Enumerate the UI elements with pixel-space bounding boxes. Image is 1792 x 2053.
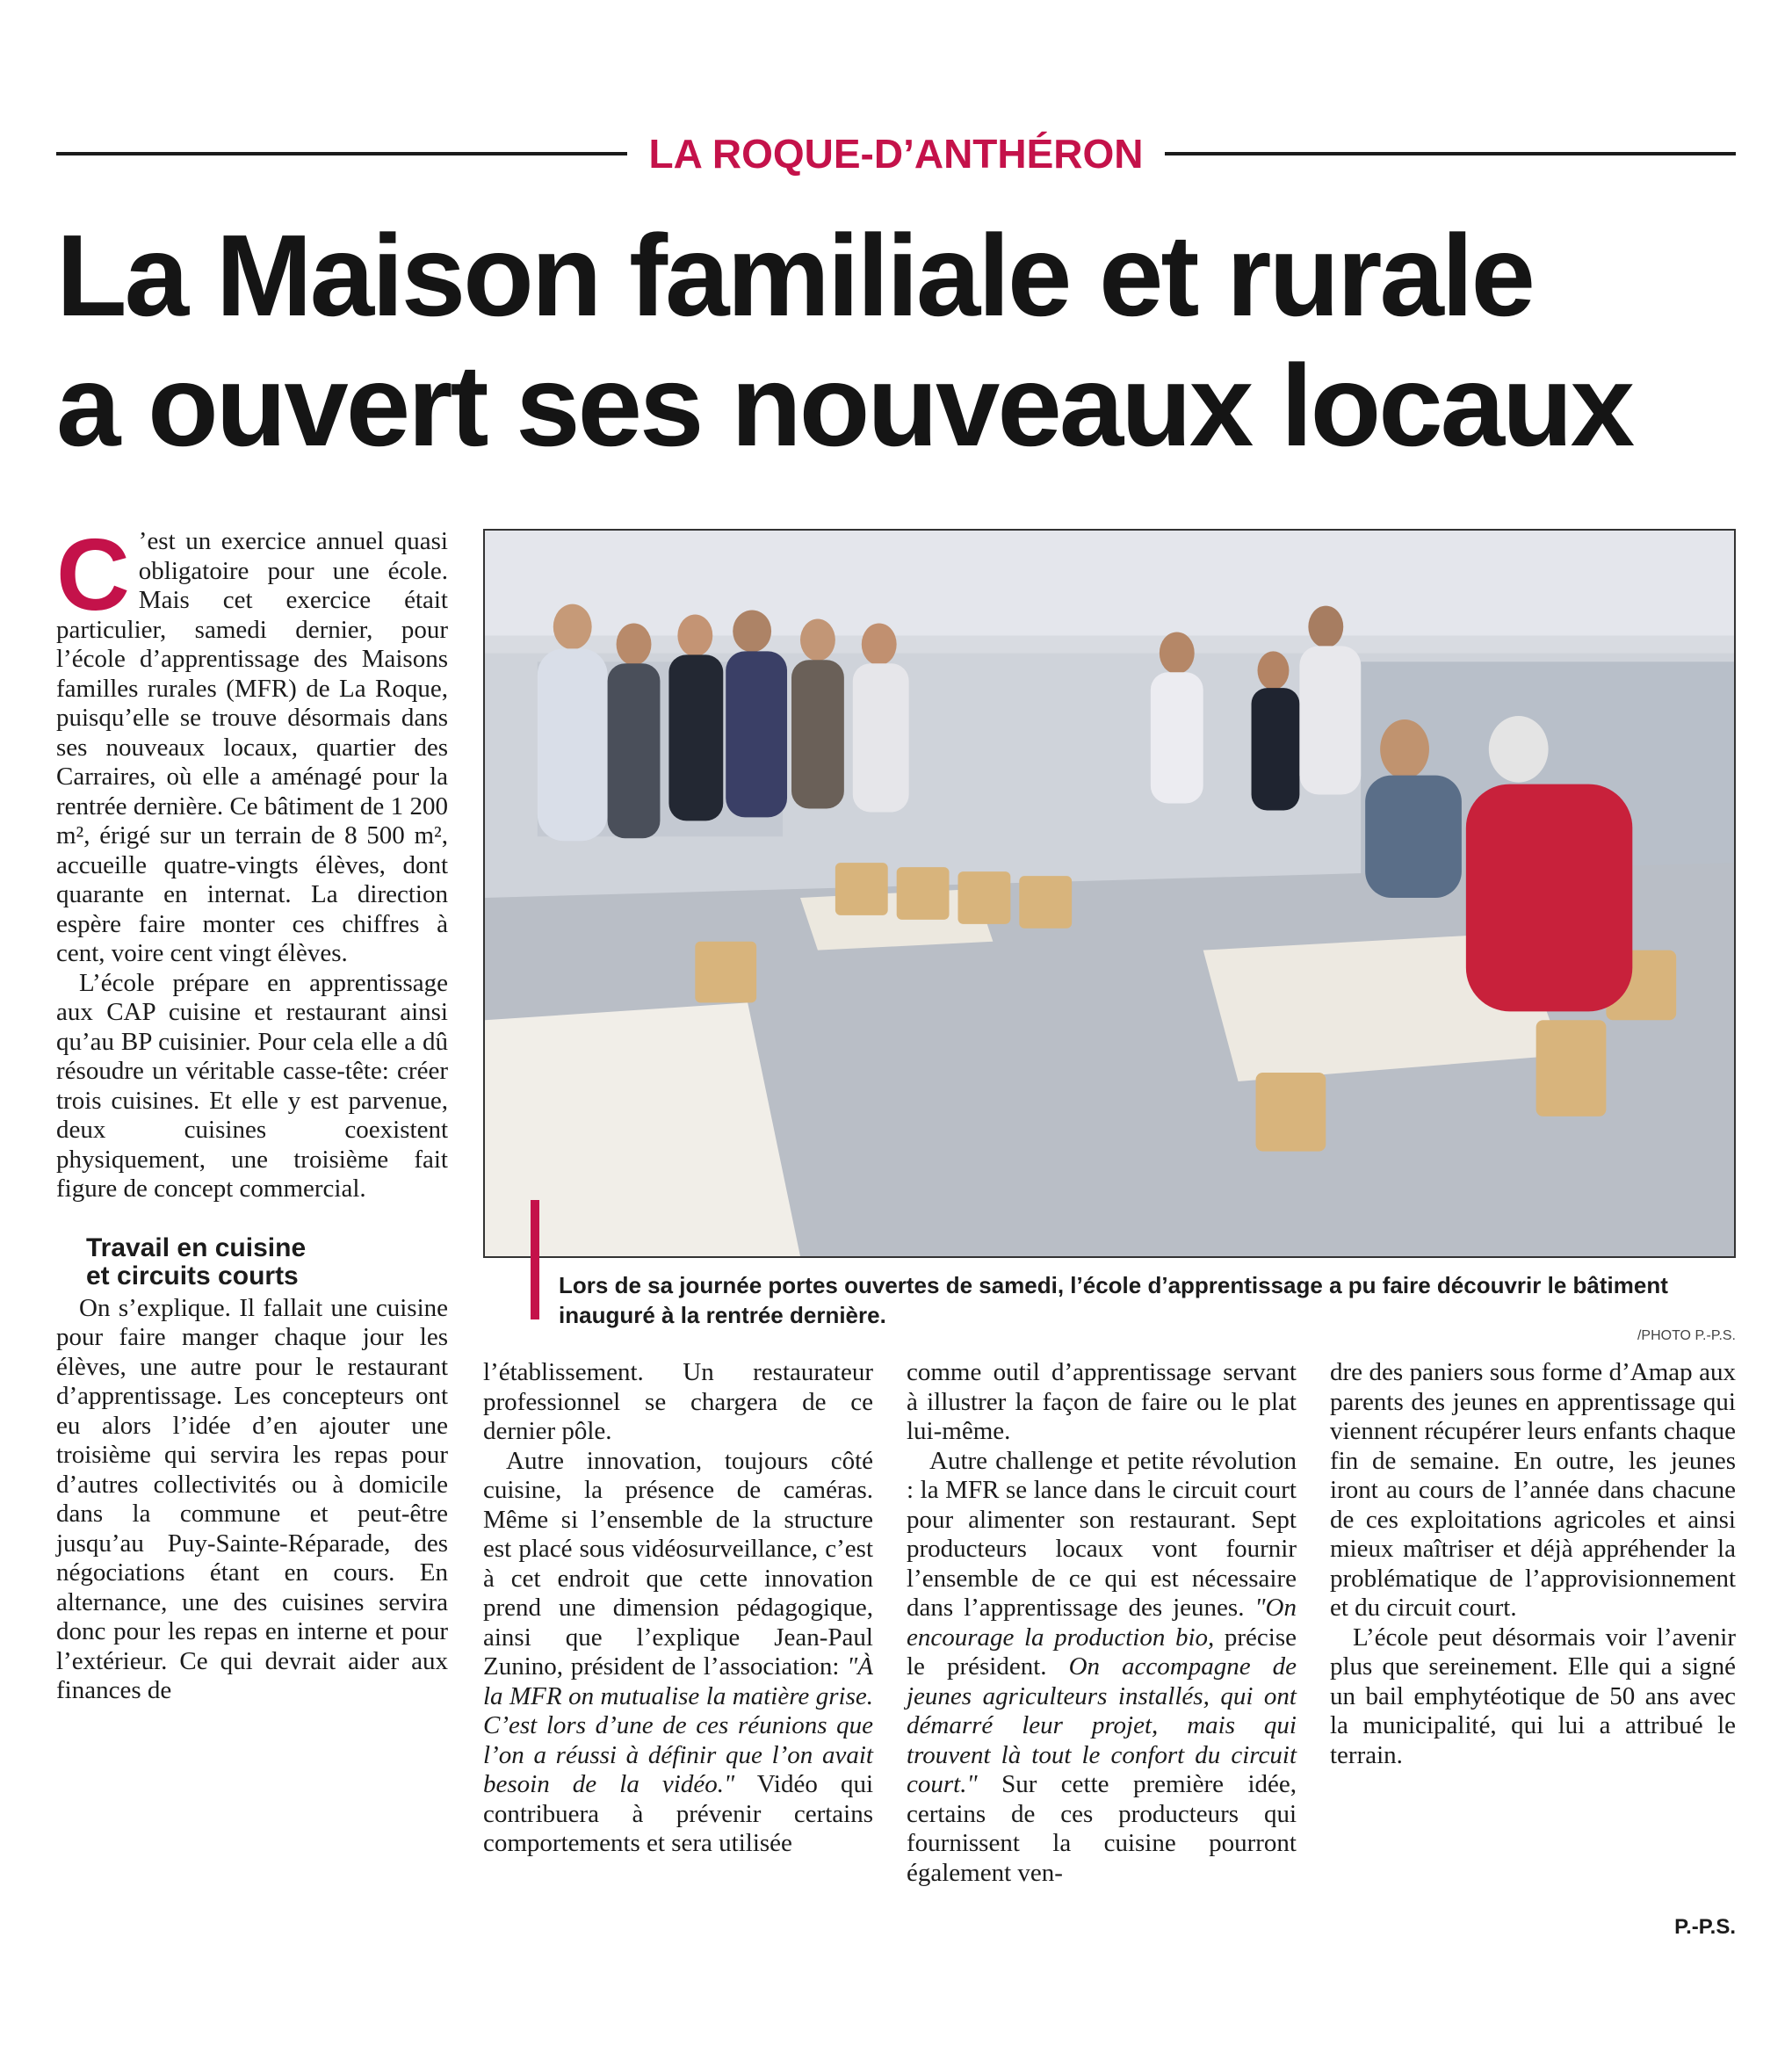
quote: "À la MFR on mutualise la matière grise. C’est lors d’une de ces réunions que l’on a réussi à définir que l’on avait besoin de la vidéo." bbox=[483, 1652, 873, 1798]
article-headline bbox=[56, 211, 1736, 471]
quote: On accompagne de jeunes agriculteurs installés, qui ont démarré leur projet, mais qui trouvent là tout le confort du circuit court." bbox=[907, 1652, 1297, 1798]
author-signature: P.-P.S. bbox=[1674, 1915, 1736, 1939]
article-photo bbox=[483, 529, 1736, 1258]
text-run: précise le président. bbox=[907, 1623, 1297, 1681]
text-run: Autre challenge et petite révolution : la MFR se lance dans le circuit court pour alimenter son restaurant. Sept producteurs locaux vont fournir l’ensemble de ce qui est nécessaire dans l’apprentissage des jeunes. bbox=[907, 1446, 1297, 1622]
section-kicker: LA ROQUE-D’ANTHÉRON bbox=[648, 131, 1144, 177]
quote: "On encourage la production bio, bbox=[907, 1594, 1297, 1652]
paragraph: dre des paniers sous forme d’Amap aux parents des jeunes en apprentissage qui viennent récupérer leurs enfants chaque fin de semaine. En outre, les jeunes iront au cours de l’année dans chacune de ces exploitations agricoles et ainsi mieux maîtriser et déjà appréhender la problématique de l’approvisionnement et du circuit court. bbox=[1330, 1358, 1736, 1622]
kicker-rule-left bbox=[56, 152, 627, 155]
photo-credit: /PHOTO P.-P.S. bbox=[1637, 1328, 1736, 1343]
paragraph: comme outil d’apprentissage servant à illustrer la façon de faire ou le plat lui-même. bbox=[907, 1358, 1297, 1445]
dining-room-photo bbox=[485, 531, 1734, 1256]
paragraph: L’école peut désormais voir l’avenir plus que sereinement. Elle qui a signé un bail emphytéotique de 50 ans avec la municipalité, qui lui a attribué le terrain. bbox=[1330, 1623, 1736, 1769]
headline-line-1: La Maison familiale et rurale bbox=[56, 211, 1533, 340]
article-column-3 bbox=[907, 1358, 1297, 1888]
paragraph: l’établissement. Un restaurateur professionnel se chargera de ce dernier pôle. bbox=[483, 1358, 873, 1445]
article-column-4 bbox=[1330, 1358, 1736, 1770]
drop-cap: C bbox=[56, 517, 130, 632]
section-kicker-row bbox=[56, 123, 1736, 184]
text-run: Autre innovation, toujours côté cuisine, la présence de caméras. Même si l’ensemble de la structure est placé sous vidéosurveillance, c’est à cet endroit que cette innovation prend une dimension pédagogique, ainsi que l’explique Jean-Paul Zunino, président de l’association: bbox=[483, 1446, 873, 1681]
text-run: Sur cette première idée, certains de ces producteurs qui fournissent la cuisine pourront également ven- bbox=[907, 1770, 1297, 1887]
subhead-line-2: et circuits courts bbox=[86, 1261, 299, 1290]
text-run: Vidéo qui contribuera à prévenir certains comportements et sera utilisée bbox=[483, 1770, 874, 1857]
paragraph: On s’explique. Il fallait une cuisine pour faire manger chaque jour les élèves, une autre pour le restaurant d’apprentissage. Les concepteurs ont eu alors l’idée d’en ajouter une troisième qui servira les repas pour d’autres collectivités ou à domicile dans la commune et peut-être jusqu’au Puy-Sainte-Réparade, des négociations étant en cours. En alternance, une des cuisines servira donc pour les repas en interne et pour l’extérieur. Ce qui devrait aider aux finances de bbox=[56, 1293, 448, 1704]
lead-paragraph bbox=[56, 517, 448, 969]
headline-line-2: a ouvert ses nouveaux locaux bbox=[56, 341, 1633, 470]
article-column-2 bbox=[483, 1358, 873, 1859]
lead-text: ’est un exercice annuel quasi obligatoire pour une école. Mais cet exercice était particulier, samedi dernier, pour l’école d’apprentissage des Maisons familles rurales (MFR) de La Roque, puisqu’elle se trouve désormais dans ses nouveaux locaux, quartier des Carraires, où elle a aménagé pour la rentrée dernière. Ce bâtiment de 1 200 m², érigé sur un terrain de 8 500 m², accueille quatre-vingts élèves, dont quarante en internat. La direction espère faire monter ces chiffres à cent, voire cent vingt élèves. bbox=[56, 527, 448, 967]
kicker-rule-right bbox=[1165, 152, 1736, 155]
section-subhead bbox=[86, 1234, 448, 1290]
paragraph bbox=[907, 1447, 1297, 1889]
subhead-line-1: Travail en cuisine bbox=[86, 1233, 307, 1262]
article-column-1 bbox=[56, 517, 448, 1706]
paragraph: L’école prépare en apprentissage aux CAP cuisine et restaurant ainsi qu’au BP cuisinier. Pour cela elle a dû résoudre un véritable casse-tête: créer trois cuisines. Et elle y est parvenue, deux cuisines coexistent physiquement, une troisième fait figure de concept commercial. bbox=[56, 968, 448, 1203]
photo-caption: Lors de sa journée portes ouvertes de samedi, l’école d’apprentissage a pu faire découvrir le bâtiment inauguré à la rentrée dernière. bbox=[559, 1272, 1668, 1328]
caption-accent-bar bbox=[531, 1200, 539, 1319]
paragraph bbox=[483, 1447, 873, 1859]
